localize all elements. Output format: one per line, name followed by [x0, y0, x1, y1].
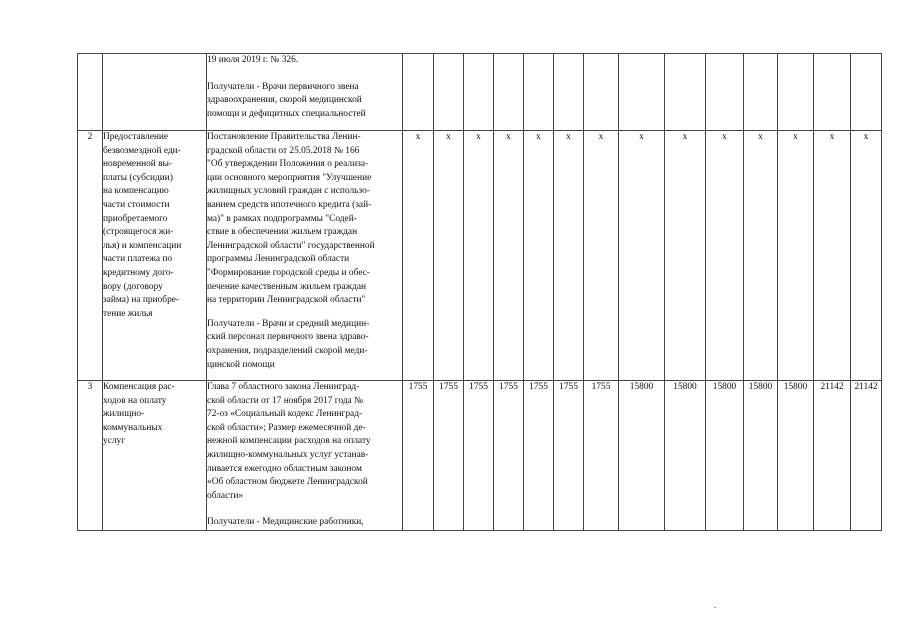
- scan-speck: [714, 607, 716, 608]
- value-cell: [464, 54, 494, 131]
- value-cell: 1755: [434, 381, 464, 531]
- recipients-line: охранения, подразделений скорой меди-: [207, 345, 368, 356]
- name-line: платы (субсидии): [103, 172, 173, 183]
- value-cell: [584, 54, 619, 131]
- value-cell: x: [524, 131, 554, 381]
- basis-text-line: ской области от 17 ноября 2017 года №: [207, 395, 363, 406]
- row-number-cell: 3: [78, 381, 103, 531]
- value-cell: [744, 54, 778, 131]
- row-number-cell: 2: [78, 131, 103, 381]
- legal-basis-cell: [207, 54, 403, 131]
- basis-text-line: 72-оз «Социальный кодекс Ленинград-: [207, 409, 363, 420]
- value-cell: x: [494, 131, 524, 381]
- value-cell: [778, 54, 814, 131]
- table-row: [78, 381, 882, 531]
- value-cell: [814, 54, 851, 131]
- value-cell: x: [744, 131, 778, 381]
- basis-text-line: «Об областном бюджете Ленинградской: [207, 477, 368, 488]
- value-cell: x: [434, 131, 464, 381]
- name-line: коммунальных: [103, 422, 163, 433]
- name-line: части платежа по: [103, 254, 173, 265]
- recipients-line: Получатели - Врачи первичного звена: [207, 81, 359, 92]
- basis-text-line: Постановление Правительства Ленин-: [207, 132, 361, 142]
- basis-text-line: "Об утверждении Положения о реализа-: [207, 159, 369, 170]
- name-line: безвозмездной еди-: [103, 145, 181, 156]
- value-cell: 21142: [851, 381, 882, 531]
- name-line: лья) и компенсации: [103, 240, 182, 251]
- value-cell: [494, 54, 524, 131]
- basis-text-line: градской области от 25.05.2018 № 166: [207, 145, 360, 156]
- basis-text-line: жилищных условий граждан с использо-: [207, 186, 370, 197]
- row-number-cell: [78, 54, 103, 131]
- value-cell: [434, 54, 464, 131]
- name-line: Компенсация рас-: [103, 382, 175, 392]
- recipients-line: ский персонал первичного звена здраво-: [207, 332, 369, 343]
- name-line: займа) на приобре-: [103, 295, 180, 306]
- name-line: части стоимости: [103, 199, 170, 210]
- table-row: [78, 131, 882, 381]
- name-line: жилищно-: [103, 409, 145, 420]
- value-cell: 21142: [814, 381, 851, 531]
- value-cell: 1755: [403, 381, 434, 531]
- value-cell: 15800: [665, 381, 706, 531]
- basis-text-line: ма)" в рамках подпрограммы "Содей-: [207, 213, 357, 224]
- name-line: ходов на оплату: [103, 395, 167, 406]
- benefit-name-cell: [103, 131, 207, 381]
- value-cell: 1755: [464, 381, 494, 531]
- value-cell: x: [464, 131, 494, 381]
- value-cell: x: [851, 131, 882, 381]
- value-cell: x: [403, 131, 434, 381]
- value-cell: 15800: [619, 381, 665, 531]
- legal-basis-cell: [207, 381, 403, 531]
- recipients-line: здравоохранения, скорой медицинской: [207, 95, 362, 106]
- basis-text-line: нежной компенсации расходов на оплату: [207, 436, 371, 447]
- value-cell: 1755: [584, 381, 619, 531]
- name-line: новременной вы-: [103, 159, 173, 170]
- value-cell: x: [778, 131, 814, 381]
- benefits-table: [77, 53, 882, 531]
- value-cell: x: [554, 131, 584, 381]
- value-cell: [706, 54, 744, 131]
- benefit-name-cell: [103, 54, 207, 131]
- basis-text-line: ской области»; Размер ежемесячной де-: [207, 422, 366, 433]
- name-line: тение жилья: [103, 308, 153, 319]
- benefit-name-cell: [103, 381, 207, 531]
- basis-text-line: программы Ленинградской области: [207, 254, 350, 265]
- value-cell: 15800: [778, 381, 814, 531]
- basis-text-line: ливается ежегодно областным законом: [207, 463, 362, 474]
- basis-text-line: ванием средств ипотечного кредита (зай-: [207, 199, 372, 210]
- basis-text-line: области»: [207, 490, 244, 501]
- basis-text-line: Глава 7 областного закона Ленинград-: [207, 382, 360, 392]
- value-cell: x: [706, 131, 744, 381]
- name-line: на компенсацию: [103, 186, 169, 197]
- name-line: Предоставление: [103, 132, 169, 142]
- table-row: [78, 54, 882, 131]
- recipients-line: Получатели - Медицинские работники,: [207, 517, 364, 528]
- value-cell: [403, 54, 434, 131]
- value-cell: x: [584, 131, 619, 381]
- value-cell: [524, 54, 554, 131]
- recipients-line: помощи и дефицитных специальностей: [207, 108, 366, 119]
- recipients-line: цинской помощи: [207, 359, 275, 370]
- value-cell: x: [619, 131, 665, 381]
- basis-text-line: ствие в обеспечении жильем граждан: [207, 227, 358, 238]
- value-cell: [554, 54, 584, 131]
- basis-text-line: на территории Ленинградской области": [207, 295, 366, 306]
- value-cell: [619, 54, 665, 131]
- value-cell: x: [814, 131, 851, 381]
- basis-text-line: "Формирование городской среды и обес-: [207, 267, 370, 278]
- value-cell: 1755: [554, 381, 584, 531]
- value-cell: x: [665, 131, 706, 381]
- name-line: кредитному дого-: [103, 267, 174, 278]
- name-line: приобретаемого: [103, 213, 168, 224]
- legal-basis-cell: [207, 131, 403, 381]
- basis-text-line: печение качественным жильем граждан: [207, 281, 367, 292]
- value-cell: 1755: [494, 381, 524, 531]
- basis-text-line: ции основного мероприятия "Улучшение: [207, 172, 372, 183]
- name-line: (строящегося жи-: [103, 227, 174, 238]
- recipients-line: Получатели - Врачи и средний медицин-: [207, 318, 370, 329]
- value-cell: [665, 54, 706, 131]
- value-cell: 15800: [706, 381, 744, 531]
- name-line: вору (договору: [103, 281, 163, 292]
- basis-text-line: жилищно-коммунальных услуг устанав-: [207, 449, 369, 460]
- name-line: услуг: [103, 436, 126, 447]
- value-cell: 15800: [744, 381, 778, 531]
- value-cell: [851, 54, 882, 131]
- basis-text-line: 19 июля 2019 г. № 326.: [207, 55, 299, 65]
- basis-text-line: Ленинградской области" государственной: [207, 240, 375, 251]
- value-cell: 1755: [524, 381, 554, 531]
